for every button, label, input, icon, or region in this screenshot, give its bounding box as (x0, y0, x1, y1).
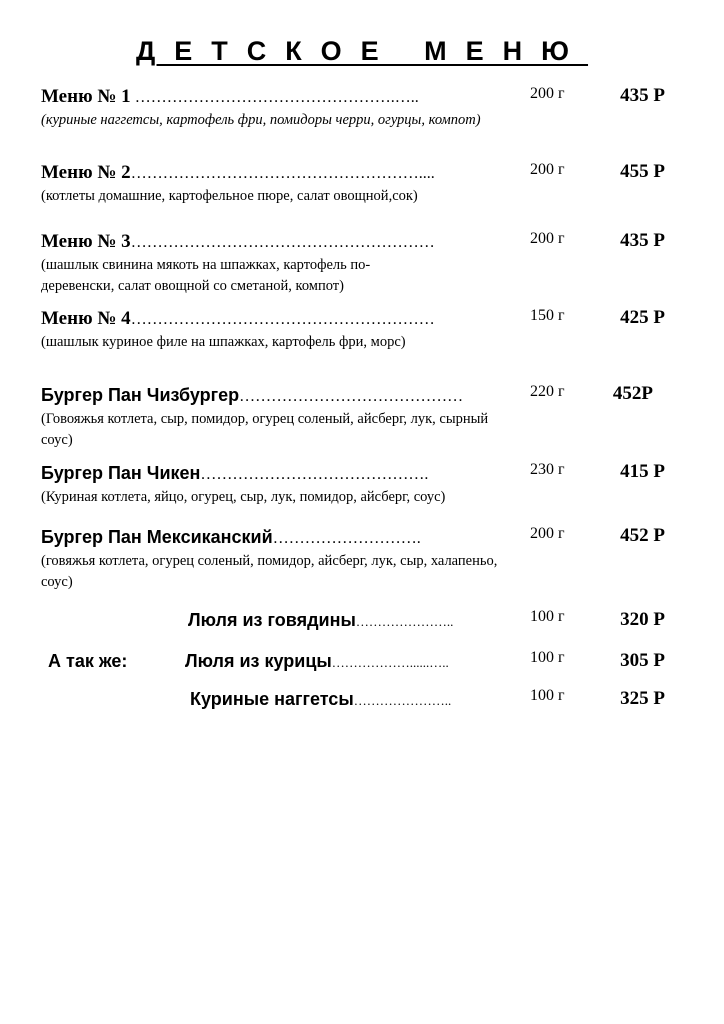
extra-weight: 100 г (530, 649, 565, 666)
item-name: Меню № 4 (41, 308, 131, 329)
item-dots: ………………………………………………… (130, 234, 435, 251)
item-price: 455 Р (620, 161, 665, 182)
item-weight: 200 г (530, 230, 565, 247)
item-description: (шашлык свинина мякоть на шпажках, картофель по-деревенски, салат овощной со сметаной, компот) (41, 257, 371, 294)
item-description: (Говояжья котлета, сыр, помидор, огурец соленый, айсберг, лук, сырный соус) (41, 411, 489, 448)
item-dots: ………………………. (272, 530, 421, 547)
page-title: ДЕТСКОЕ МЕНЮ (135, 36, 589, 66)
item-name: Меню № 3 (41, 231, 131, 252)
extra-price: 325 Р (620, 688, 665, 709)
extra-price: 320 Р (620, 609, 665, 630)
extra-name: Люля из говядины (188, 610, 356, 630)
extra-name: Люля из курицы (185, 651, 332, 671)
menu-item (41, 462, 681, 508)
menu-item (41, 308, 681, 353)
item-price: 425 Р (620, 307, 665, 328)
item-description: (говяжья котлета, огурец соленый, помидор, айсберг, лук, сыр, халапеньо, соус) (41, 553, 498, 590)
item-price: 452Р (612, 383, 653, 404)
item-price: 452 Р (620, 525, 665, 546)
item-weight: 200 г (530, 85, 565, 102)
extra-name: Куриные наггетсы (190, 689, 354, 709)
item-weight: 200 г (530, 525, 565, 542)
menu-item (41, 86, 681, 131)
item-name: Бургер Пан Мексиканский (41, 527, 273, 547)
item-price: 435 Р (620, 85, 665, 106)
item-dots: …………………………………… (239, 388, 464, 405)
extra-dots: ………………….. (355, 614, 454, 629)
item-description: (котлеты домашние, картофельное пюре, салат овощной,сок) (41, 188, 418, 204)
item-weight: 150 г (530, 307, 565, 324)
menu-item (41, 231, 681, 297)
menu-item (41, 162, 681, 207)
menu-item (41, 384, 681, 451)
item-price: 415 Р (620, 461, 665, 482)
extra-price: 305 Р (620, 650, 665, 671)
item-name: Меню № 1 (41, 86, 131, 107)
item-name: Меню № 2 (41, 162, 131, 183)
item-weight: 200 г (530, 161, 565, 178)
extras-label: А так же: (48, 651, 128, 671)
extra-dots: ………………….. (353, 693, 452, 708)
item-description: (куриные наггетсы, картофель фри, помидоры черри, огурцы, компот) (41, 112, 481, 128)
item-name: Бургер Пан Чикен (41, 463, 201, 483)
item-dots: ……………………………………………….... (130, 165, 435, 182)
item-weight: 220 г (530, 383, 565, 400)
item-description: (Куриная котлета, яйцо, огурец, сыр, лук, помидор, айсберг, соус) (41, 489, 446, 505)
extra-weight: 100 г (530, 608, 565, 625)
menu-item (41, 526, 681, 593)
item-weight: 230 г (530, 461, 565, 478)
extra-weight: 100 г (530, 687, 565, 704)
extra-dots: ………………......….. (331, 655, 449, 670)
item-price: 435 Р (620, 230, 665, 251)
item-dots: ………………………………………………… (130, 311, 435, 328)
item-description: (шашлык куриное филе на шпажках, картофель фри, морс) (41, 334, 406, 350)
item-dots: ……………………………………. (200, 466, 429, 483)
item-name: Бургер Пан Чизбургер (41, 385, 240, 405)
item-dots: ………………………………………….….. (130, 89, 419, 106)
